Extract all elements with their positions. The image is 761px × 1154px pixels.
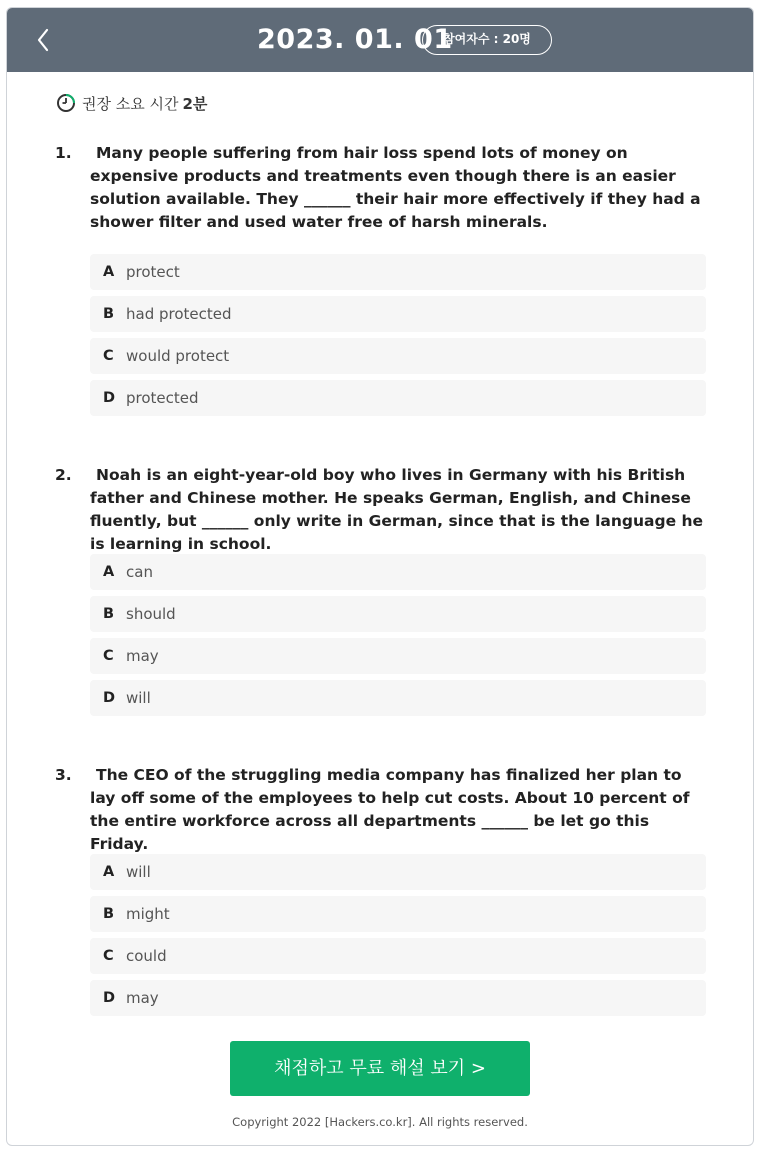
question-text: The CEO of the struggling media company has finalized her plan to lay off some of the employees to help cut costs. About 10 percent of the entire workforce across all departments ______ be let go this Friday. — [90, 766, 690, 853]
back-icon[interactable] — [33, 26, 57, 54]
option-a[interactable]: A protect — [90, 254, 706, 290]
question-text: Many people suffering from hair loss spend lots of money on expensive products and treatments even though there is an easier solution available. They ______ their hair more effectively if they had a shower filter and used water free of harsh minerals. — [90, 144, 701, 231]
option-b[interactable]: B should — [90, 596, 706, 632]
option-c[interactable]: C may — [90, 638, 706, 674]
quiz-frame — [6, 7, 754, 1146]
participants-badge: 참여자수 : 20명 — [422, 25, 552, 55]
option-a[interactable]: A can — [90, 554, 706, 590]
question-number: 3. — [55, 766, 72, 784]
option-c[interactable]: C would protect — [90, 338, 706, 374]
option-list — [90, 554, 706, 722]
option-c[interactable]: C could — [90, 938, 706, 974]
question-text: Noah is an eight-year-old boy who lives in Germany with his British father and Chinese mother. He speaks German, English, and Chinese fluently, but ______ only write in German, since that is the language he is learning in school. — [90, 466, 704, 553]
copyright-text: Copyright 2022 [Hackers.co.kr]. All rights reserved. — [232, 1115, 528, 1129]
option-list — [90, 254, 706, 422]
header-bar — [7, 8, 753, 72]
option-list — [90, 854, 706, 1022]
option-d[interactable]: D protected — [90, 380, 706, 416]
recommended-time-label: 권장 소요 시간 — [82, 94, 179, 113]
option-d[interactable]: D may — [90, 980, 706, 1016]
recommended-time-value: 2분 — [182, 94, 208, 113]
option-a[interactable]: A will — [90, 854, 706, 890]
quiz-date: 2023. 01. 01 — [257, 24, 453, 55]
option-b[interactable]: B had protected — [90, 296, 706, 332]
option-d[interactable]: D will — [90, 680, 706, 716]
question-number: 2. — [55, 466, 72, 484]
submit-button[interactable]: 채점하고 무료 해설 보기 > — [230, 1041, 530, 1096]
option-b[interactable]: B might — [90, 896, 706, 932]
recommended-time — [56, 92, 207, 114]
question-number: 1. — [55, 144, 72, 162]
timer-icon — [56, 93, 76, 113]
